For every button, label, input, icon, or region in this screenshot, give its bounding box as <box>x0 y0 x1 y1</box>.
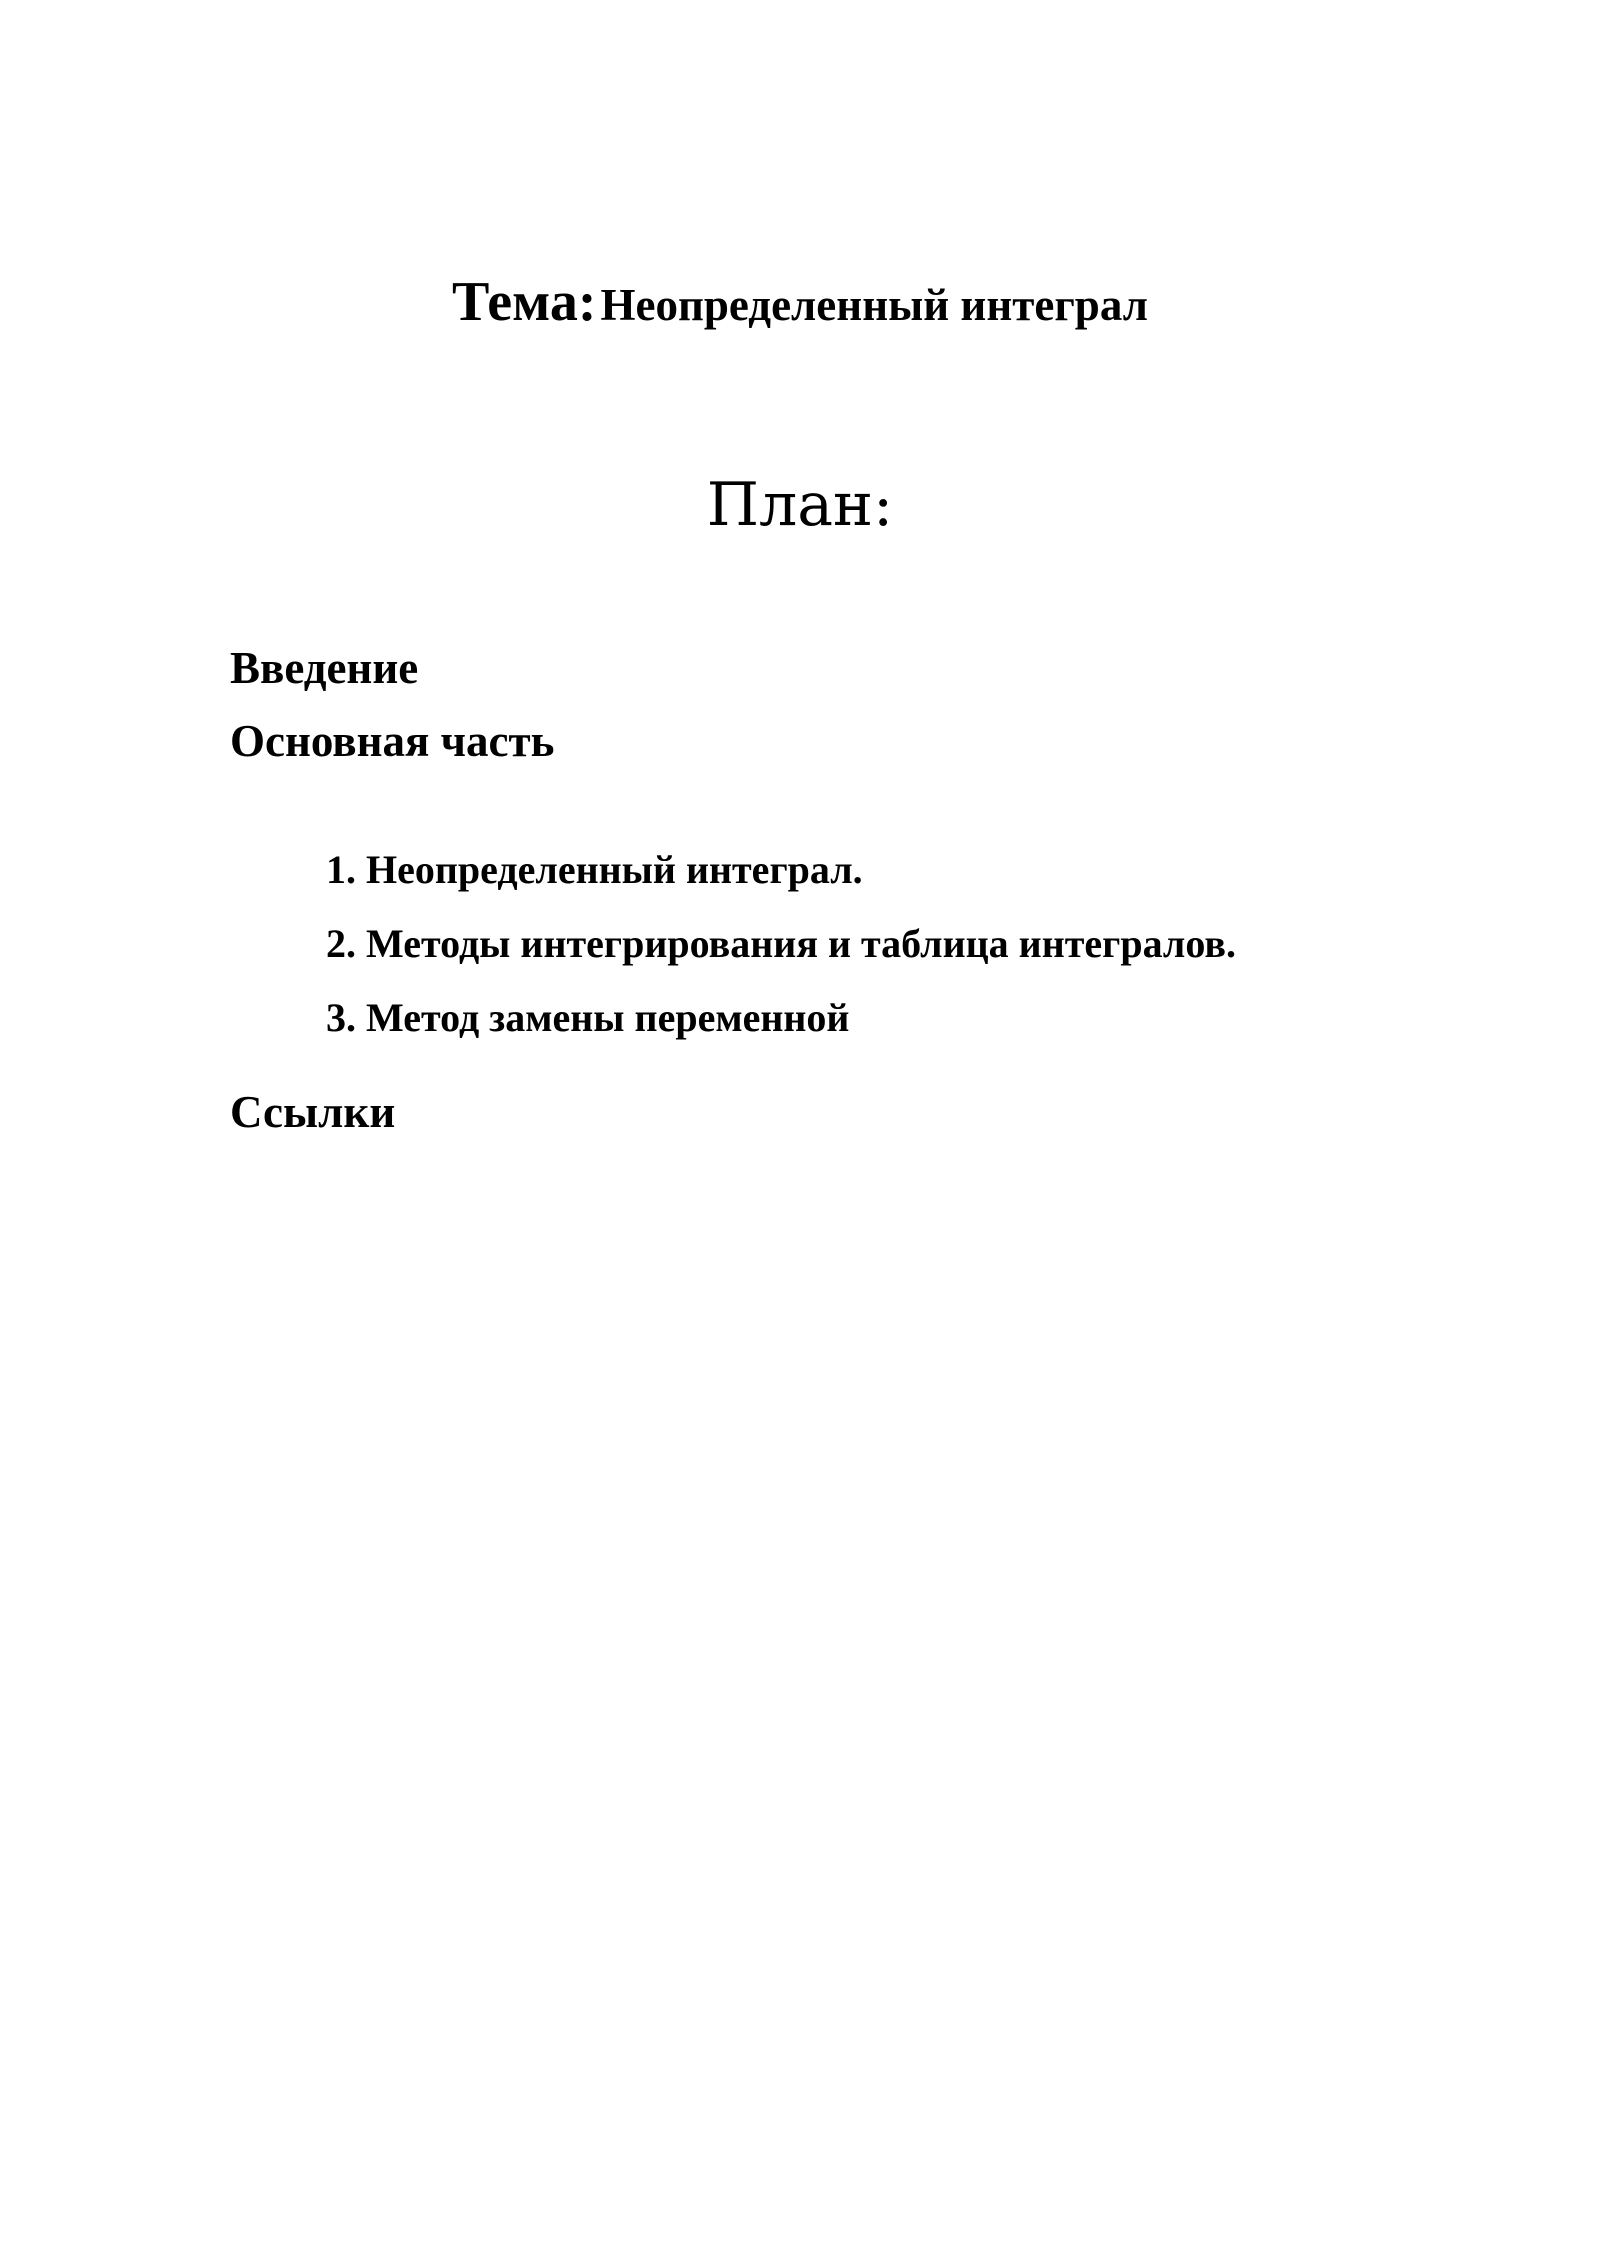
section-links: Ссылки <box>230 1087 396 1137</box>
plan-title: План: <box>706 470 894 540</box>
topic-label: Тема: <box>452 271 597 333</box>
topic-heading <box>0 270 1600 334</box>
plan-item-2: 2. Методы интегрирования и таблица интегралов. <box>326 921 1236 966</box>
section-main-part: Основная часть <box>230 716 555 766</box>
section-introduction: Введение <box>230 643 419 693</box>
plan-item-1: 1. Неопределенный интеграл. <box>326 847 863 892</box>
plan-item-3: 3. Метод замены переменной <box>326 995 850 1040</box>
topic-value: Неопределенный интеграл <box>600 280 1148 330</box>
